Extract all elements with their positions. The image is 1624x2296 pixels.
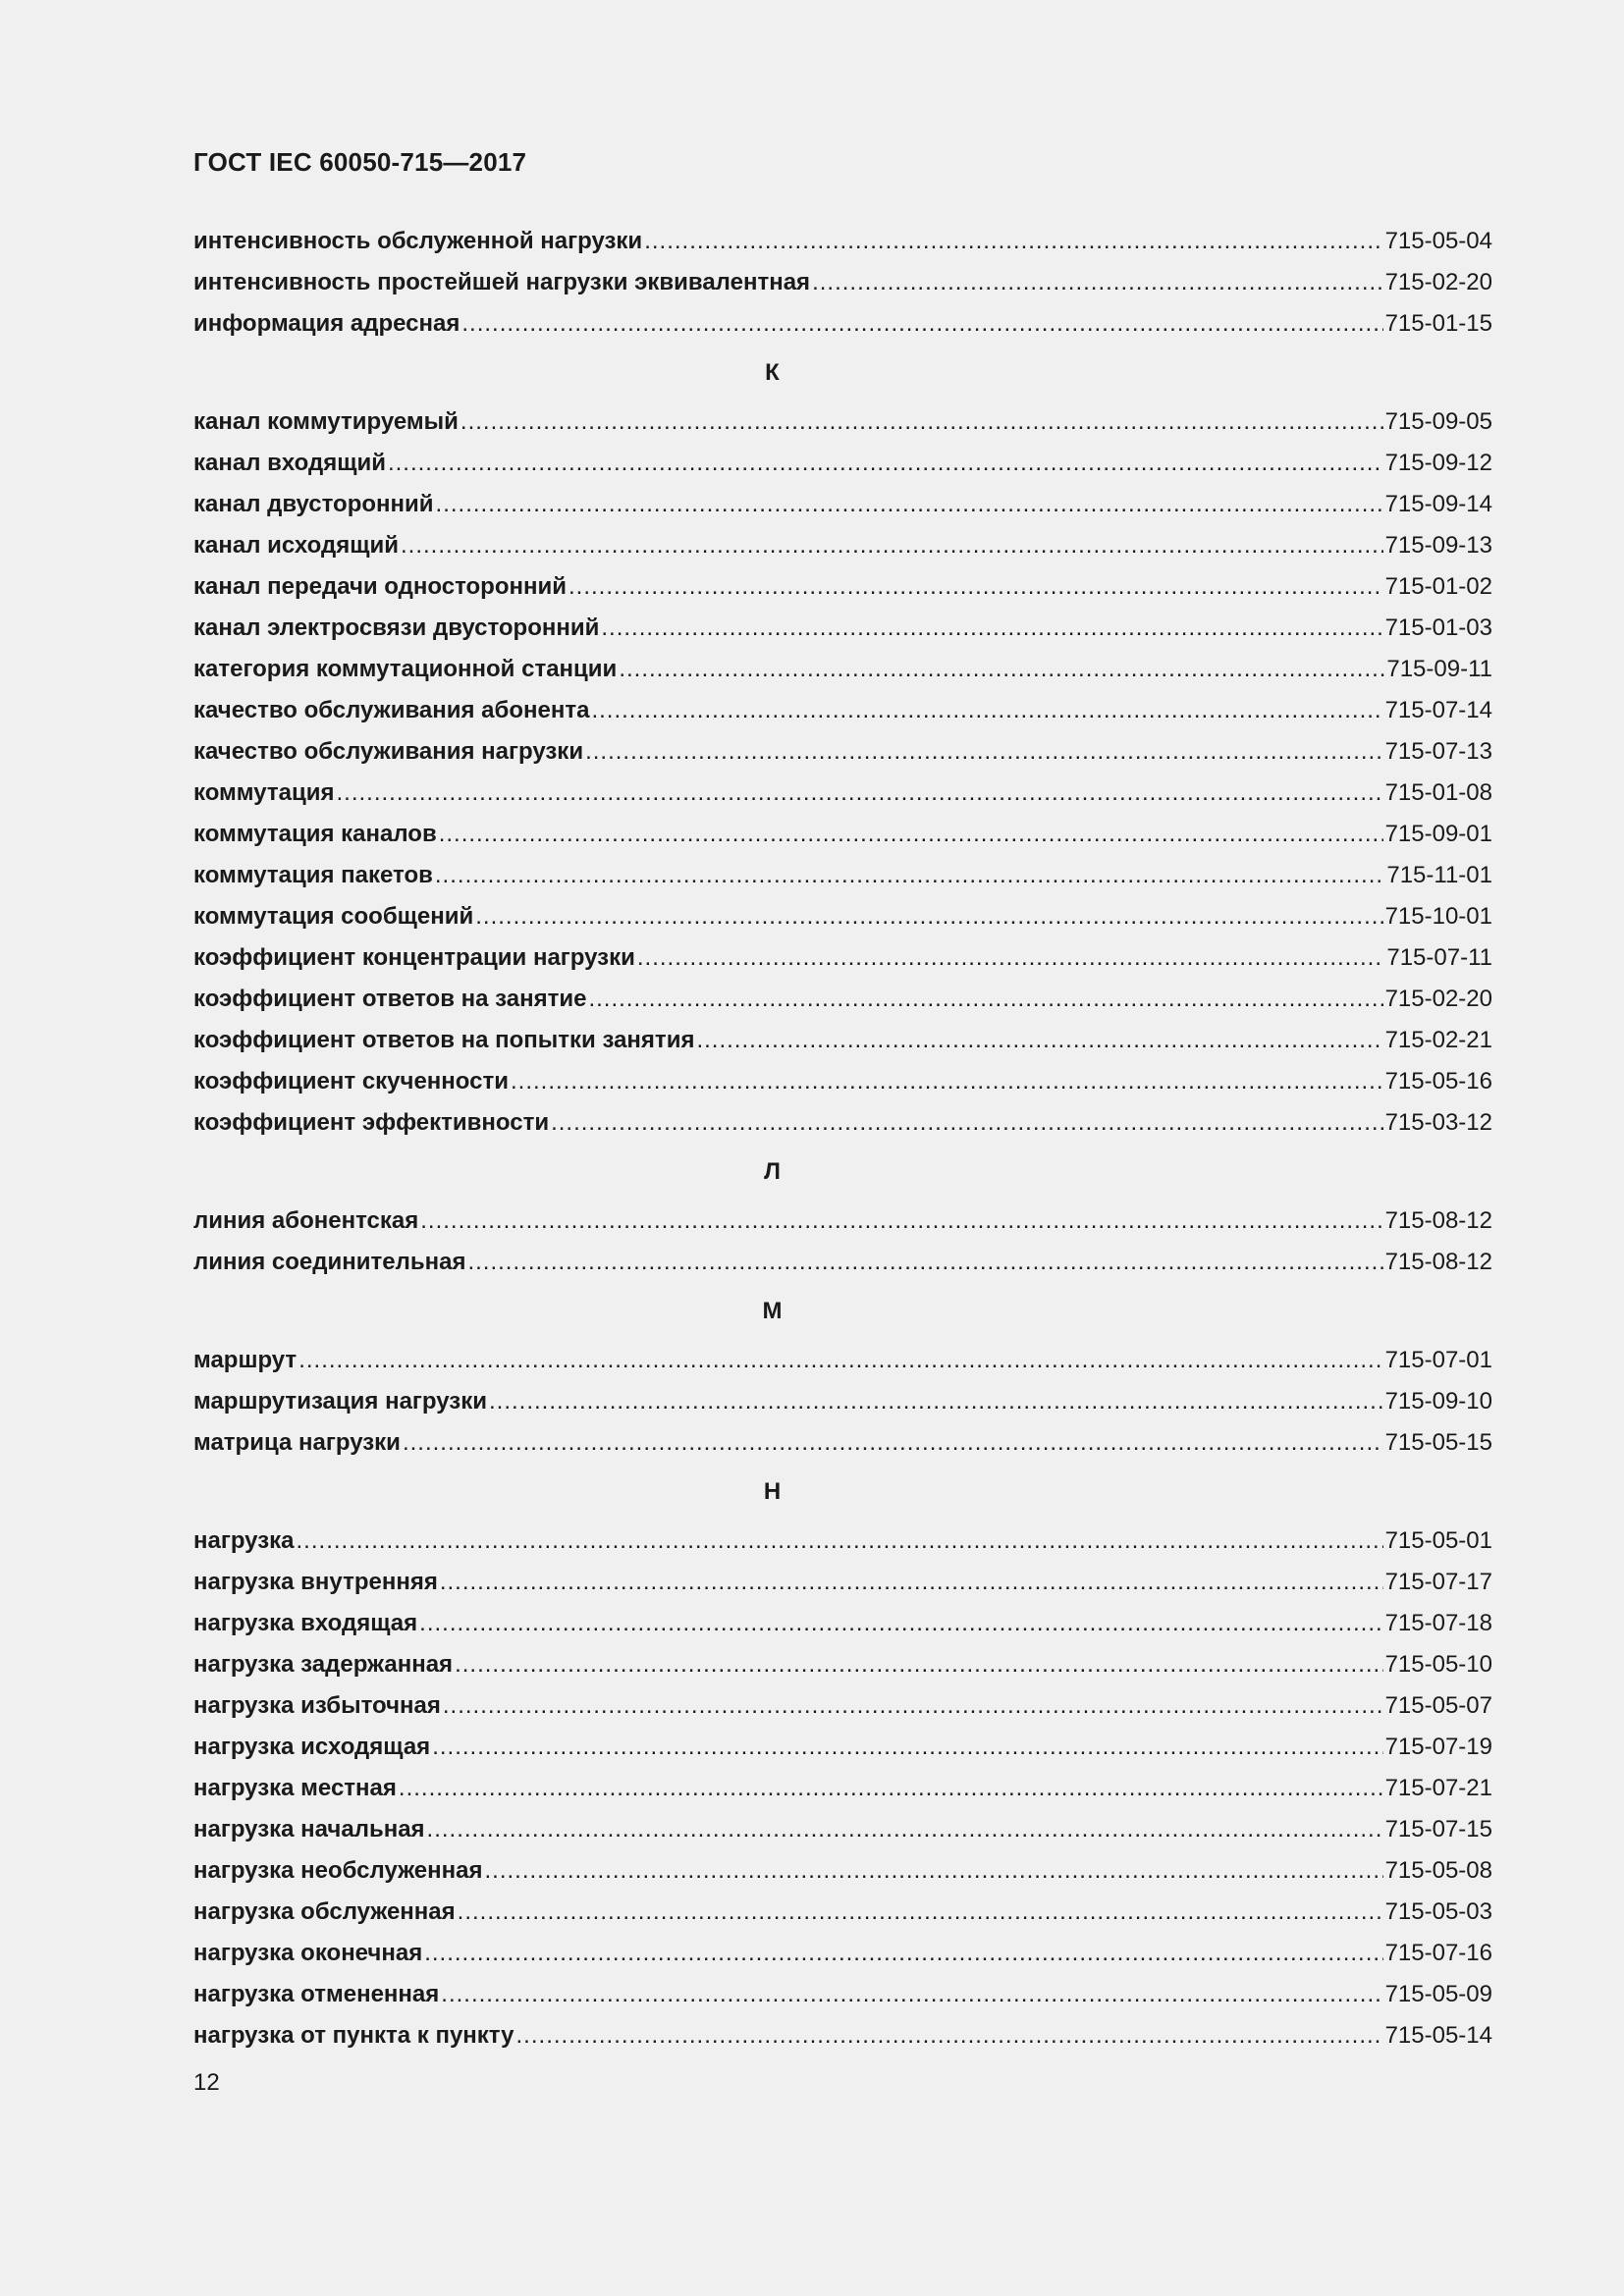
- index-reference: 715-09-05: [1384, 408, 1492, 435]
- index-reference: 715-01-15: [1384, 310, 1492, 337]
- dot-leader: [591, 690, 1382, 731]
- index-entry: [193, 221, 1492, 262]
- index-reference: 715-05-15: [1384, 1429, 1492, 1456]
- index-entry: [193, 525, 1492, 566]
- index-term: коэффициент эффективности: [193, 1109, 550, 1136]
- index-reference: 715-03-12: [1384, 1109, 1492, 1136]
- index-term: линия соединительная: [193, 1249, 466, 1275]
- index-term: коэффициент концентрации нагрузки: [193, 944, 635, 971]
- index-reference: 715-02-20: [1384, 986, 1492, 1012]
- dot-leader: [516, 2015, 1383, 2056]
- dot-leader: [388, 443, 1383, 484]
- dot-leader: [336, 773, 1382, 814]
- index-entry: [193, 1850, 1492, 1892]
- index-entry: [193, 855, 1492, 896]
- dot-leader: [443, 1685, 1383, 1727]
- dot-leader: [460, 401, 1383, 443]
- index-term: коэффициент скученности: [193, 1068, 509, 1095]
- term-index: [193, 221, 1492, 2056]
- index-term: информация адресная: [193, 310, 460, 337]
- index-term: категория коммутационной станции: [193, 656, 618, 682]
- index-term: коммутация сообщений: [193, 903, 474, 930]
- index-term: нагрузка отмененная: [193, 1981, 440, 2007]
- dot-leader: [568, 566, 1383, 608]
- index-entry: [193, 1562, 1492, 1603]
- index-term: канал передачи односторонний: [193, 573, 567, 600]
- index-reference: 715-09-10: [1384, 1388, 1492, 1415]
- index-entry: [193, 303, 1492, 345]
- index-entry: [193, 896, 1492, 937]
- index-reference: 715-05-03: [1384, 1898, 1492, 1925]
- dot-leader: [475, 896, 1382, 937]
- index-term: качество обслуживания нагрузки: [193, 738, 584, 765]
- index-entry: [193, 1061, 1492, 1102]
- index-reference: 715-02-20: [1384, 269, 1492, 295]
- index-reference: 715-07-16: [1384, 1940, 1492, 1966]
- index-entry: [193, 484, 1492, 525]
- index-entry: [193, 1727, 1492, 1768]
- section-letter: К: [765, 359, 780, 386]
- index-term: коэффициент ответов на попытки занятия: [193, 1027, 695, 1053]
- index-term: маршрут: [193, 1347, 298, 1373]
- page-number: 12: [193, 2069, 220, 2096]
- index-entry: [193, 814, 1492, 855]
- index-entry: [193, 649, 1492, 690]
- index-reference: 715-11-01: [1386, 862, 1492, 888]
- dot-leader: [427, 1809, 1383, 1850]
- index-reference: 715-07-19: [1384, 1734, 1492, 1760]
- index-term: качество обслуживания абонента: [193, 697, 590, 723]
- index-entry: [193, 1340, 1492, 1381]
- dot-leader: [467, 1242, 1382, 1283]
- index-reference: 715-09-11: [1386, 656, 1492, 682]
- index-entry: [193, 1201, 1492, 1242]
- index-term: матрица нагрузки: [193, 1429, 401, 1456]
- dot-leader: [420, 1201, 1382, 1242]
- index-entry: [193, 1892, 1492, 1933]
- index-reference: 715-05-07: [1384, 1692, 1492, 1719]
- index-reference: 715-09-12: [1384, 450, 1492, 476]
- dot-leader: [489, 1381, 1383, 1422]
- index-term: нагрузка избыточная: [193, 1692, 441, 1719]
- index-entry: [193, 731, 1492, 773]
- document-header: ГОСТ IEC 60050-715—2017: [193, 147, 527, 177]
- index-term: коммутация каналов: [193, 821, 437, 847]
- dot-leader: [436, 484, 1383, 525]
- index-term: нагрузка необслуженная: [193, 1857, 483, 1884]
- index-term: нагрузка начальная: [193, 1816, 425, 1842]
- index-entry: [193, 1685, 1492, 1727]
- dot-leader: [297, 1521, 1383, 1562]
- index-entry: [193, 443, 1492, 484]
- dot-leader: [619, 649, 1384, 690]
- index-entry: [193, 979, 1492, 1020]
- dot-leader: [403, 1422, 1383, 1464]
- section-letter: М: [762, 1298, 783, 1324]
- index-term: нагрузка задержанная: [193, 1651, 454, 1678]
- index-reference: 715-05-04: [1384, 228, 1492, 254]
- index-reference: 715-07-15: [1384, 1816, 1492, 1842]
- index-entry: [193, 401, 1492, 443]
- index-term: маршрутизация нагрузки: [193, 1388, 487, 1415]
- dot-leader: [458, 1892, 1383, 1933]
- index-entry: [193, 1933, 1492, 1974]
- index-reference: 715-07-18: [1384, 1610, 1492, 1636]
- index-term: канал двусторонний: [193, 491, 434, 517]
- dot-leader: [455, 1644, 1383, 1685]
- index-entry: [193, 773, 1492, 814]
- index-reference: 715-01-03: [1384, 614, 1492, 641]
- dot-leader: [461, 303, 1382, 345]
- index-reference: 715-07-14: [1384, 697, 1492, 723]
- dot-leader: [441, 1974, 1382, 2015]
- index-reference: 715-07-01: [1384, 1347, 1492, 1373]
- index-reference: 715-09-13: [1384, 532, 1492, 559]
- index-reference: 715-07-17: [1384, 1569, 1492, 1595]
- index-reference: 715-05-09: [1384, 1981, 1492, 2007]
- index-term: коммутация: [193, 779, 335, 806]
- dot-leader: [644, 221, 1382, 262]
- index-reference: 715-05-16: [1384, 1068, 1492, 1095]
- index-reference: 715-07-11: [1386, 944, 1492, 971]
- dot-leader: [511, 1061, 1383, 1102]
- index-term: нагрузка исходящая: [193, 1734, 431, 1760]
- index-term: интенсивность простейшей нагрузки эквивалентная: [193, 269, 811, 295]
- dot-leader: [637, 937, 1384, 979]
- index-term: канал входящий: [193, 450, 386, 476]
- dot-leader: [424, 1933, 1382, 1974]
- index-entry: [193, 1768, 1492, 1809]
- index-reference: 715-07-21: [1384, 1775, 1492, 1801]
- index-entry: [193, 1422, 1492, 1464]
- index-reference: 715-07-13: [1384, 738, 1492, 765]
- index-reference: 715-08-12: [1384, 1207, 1492, 1234]
- index-entry: [193, 608, 1492, 649]
- index-entry: [193, 2015, 1492, 2056]
- index-term: нагрузка от пункта к пункту: [193, 2022, 514, 2049]
- section-letter: Н: [763, 1478, 782, 1505]
- index-reference: 715-01-02: [1384, 573, 1492, 600]
- index-entry: [193, 1603, 1492, 1644]
- dot-leader: [588, 979, 1382, 1020]
- index-entry: [193, 1102, 1492, 1144]
- index-reference: 715-10-01: [1384, 903, 1492, 930]
- index-entry: [193, 1381, 1492, 1422]
- index-term: нагрузка внутренняя: [193, 1569, 438, 1595]
- index-term: линия абонентская: [193, 1207, 419, 1234]
- index-reference: 715-02-21: [1384, 1027, 1492, 1053]
- dot-leader: [435, 855, 1384, 896]
- dot-leader: [696, 1020, 1382, 1061]
- index-term: нагрузка обслуженная: [193, 1898, 456, 1925]
- index-term: интенсивность обслуженной нагрузки: [193, 228, 643, 254]
- dot-leader: [298, 1340, 1382, 1381]
- index-term: коммутация пакетов: [193, 862, 433, 888]
- dot-leader: [432, 1727, 1382, 1768]
- index-reference: 715-05-10: [1384, 1651, 1492, 1678]
- index-entry: [193, 1020, 1492, 1061]
- index-term: нагрузка оконечная: [193, 1940, 423, 1966]
- index-entry: [193, 1644, 1492, 1685]
- dot-leader: [485, 1850, 1383, 1892]
- index-entry: [193, 1242, 1492, 1283]
- dot-leader: [401, 525, 1383, 566]
- index-entry: [193, 262, 1492, 303]
- index-reference: 715-09-01: [1384, 821, 1492, 847]
- section-letter: Л: [764, 1158, 781, 1185]
- dot-leader: [439, 814, 1383, 855]
- index-reference: 715-08-12: [1384, 1249, 1492, 1275]
- index-reference: 715-05-14: [1384, 2022, 1492, 2049]
- dot-leader: [419, 1603, 1382, 1644]
- dot-leader: [399, 1768, 1383, 1809]
- dot-leader: [601, 608, 1382, 649]
- index-term: нагрузка входящая: [193, 1610, 418, 1636]
- index-term: коэффициент ответов на занятие: [193, 986, 587, 1012]
- index-entry: [193, 1809, 1492, 1850]
- index-term: нагрузка местная: [193, 1775, 397, 1801]
- index-term: нагрузка: [193, 1527, 295, 1554]
- index-reference: 715-01-08: [1384, 779, 1492, 806]
- dot-leader: [585, 731, 1383, 773]
- index-entry: [193, 937, 1492, 979]
- index-reference: 715-05-01: [1384, 1527, 1492, 1554]
- index-reference: 715-09-14: [1384, 491, 1492, 517]
- index-entry: [193, 566, 1492, 608]
- index-term: канал электросвязи двусторонний: [193, 614, 600, 641]
- dot-leader: [812, 262, 1383, 303]
- index-reference: 715-05-08: [1384, 1857, 1492, 1884]
- index-entry: [193, 1974, 1492, 2015]
- dot-leader: [551, 1102, 1383, 1144]
- index-entry: [193, 1521, 1492, 1562]
- index-entry: [193, 690, 1492, 731]
- dot-leader: [440, 1562, 1383, 1603]
- index-term: канал исходящий: [193, 532, 399, 559]
- index-term: канал коммутируемый: [193, 408, 459, 435]
